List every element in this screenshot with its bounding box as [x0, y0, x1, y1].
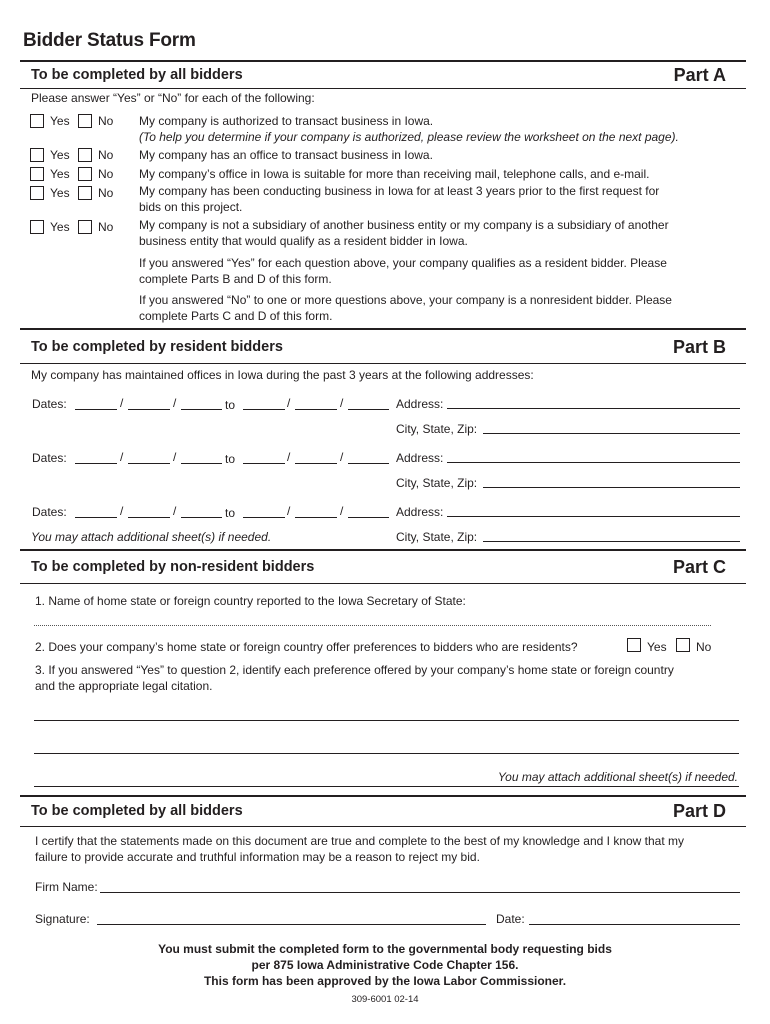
address-label-2: Address:	[396, 451, 444, 465]
firm-name-field[interactable]	[100, 892, 740, 893]
no-note-line1: If you answered “No” to one or more questions above, your company is a nonresident bidder. Please	[139, 293, 672, 307]
date-field[interactable]	[529, 924, 740, 925]
q4-yes-checkbox[interactable]	[30, 186, 44, 200]
q1-note: (To help you determine if your company is authorized, please review the worksheet on the next page).	[139, 130, 679, 144]
q5-text-line2: business entity that would qualify as a resident bidder in Iowa.	[139, 234, 468, 248]
start-year-2[interactable]	[181, 463, 222, 464]
part-c-heading: To be completed by non-resident bidders	[31, 559, 315, 575]
yes-note-line1: If you answered “Yes” for each question above, your company qualifies as a resident bidder. Please	[139, 256, 667, 270]
firm-name-label: Firm Name:	[35, 880, 98, 894]
part-a-top-rule	[20, 60, 746, 62]
preference-field-3[interactable]	[34, 786, 739, 787]
q3-yes-label: Yes	[50, 167, 70, 181]
start-day-2[interactable]	[128, 463, 170, 464]
q4-yes-label: Yes	[50, 186, 70, 200]
address-field-1[interactable]	[447, 408, 740, 409]
end-day-3[interactable]	[295, 517, 337, 518]
city-label-1: City, State, Zip:	[396, 422, 478, 436]
q3-text: My company’s office in Iowa is suitable for more than receiving mail, telephone calls, and e-mail.	[139, 167, 650, 181]
end-month-1[interactable]	[243, 409, 285, 410]
q4-text-line2: bids on this project.	[139, 200, 243, 214]
part-b-heading: To be completed by resident bidders	[31, 339, 283, 355]
q5-yes-label: Yes	[50, 220, 70, 234]
certification-line1: I certify that the statements made on this document are true and complete to the best of my knowledge and I know that my	[35, 834, 685, 848]
q5-no-label: No	[98, 220, 114, 234]
preference-field-2[interactable]	[34, 753, 739, 754]
part-c-label: Part C	[672, 557, 726, 577]
q3-yes-checkbox[interactable]	[30, 167, 44, 181]
part-c-top-rule	[20, 549, 746, 551]
preference-no-checkbox[interactable]	[676, 638, 690, 652]
q1-yes-checkbox[interactable]	[30, 114, 44, 128]
date-slash: /	[340, 450, 344, 464]
certification-line2: failure to provide accurate and truthful information may be a reason to reject my bid.	[35, 850, 480, 864]
signature-label: Signature:	[35, 912, 90, 926]
dates-label-2: Dates:	[32, 451, 67, 465]
part-a-divider	[20, 88, 746, 89]
end-month-2[interactable]	[243, 463, 285, 464]
date-slash: /	[173, 504, 177, 518]
q4-text-line1: My company has been conducting business in Iowa for at least 3 years prior to the first request for	[139, 184, 660, 198]
end-day-2[interactable]	[295, 463, 337, 464]
q4-no-checkbox[interactable]	[78, 186, 92, 200]
part-b-top-rule	[20, 328, 746, 330]
part-b-intro: My company has maintained offices in Iowa during the past 3 years at the following addresses:	[31, 368, 534, 382]
date-slash: /	[120, 450, 124, 464]
date-slash: /	[340, 504, 344, 518]
q2-no-label: No	[98, 148, 114, 162]
preference-yes-checkbox[interactable]	[627, 638, 641, 652]
part-c-q1: 1. Name of home state or foreign country reported to the Iowa Secretary of State:	[35, 594, 466, 608]
to-label-3: to	[225, 506, 236, 520]
part-c-q3-line2: and the appropriate legal citation.	[35, 679, 213, 693]
q1-yes-label: Yes	[50, 114, 70, 128]
home-state-field[interactable]	[34, 625, 711, 626]
q2-yes-checkbox[interactable]	[30, 148, 44, 162]
no-note-line2: complete Parts C and D of this form.	[139, 309, 333, 323]
part-d-heading: To be completed by all bidders	[31, 803, 243, 819]
part-c-attach-note: You may attach additional sheet(s) if needed.	[497, 770, 738, 784]
date-slash: /	[340, 396, 344, 410]
part-c-divider	[20, 583, 746, 584]
q3-no-checkbox[interactable]	[78, 167, 92, 181]
date-slash: /	[173, 396, 177, 410]
end-year-1[interactable]	[348, 409, 389, 410]
q1-no-checkbox[interactable]	[78, 114, 92, 128]
part-a-instruction: Please answer “Yes” or “No” for each of the following:	[31, 91, 315, 105]
start-month-2[interactable]	[75, 463, 117, 464]
part-d-top-rule	[20, 795, 746, 797]
part-d-label: Part D	[672, 801, 726, 821]
q4-no-label: No	[98, 186, 114, 200]
dates-label-3: Dates:	[32, 505, 67, 519]
part-b-divider	[20, 363, 746, 364]
preference-field-1[interactable]	[34, 720, 739, 721]
end-year-3[interactable]	[348, 517, 389, 518]
date-slash: /	[287, 504, 291, 518]
q2-text: My company has an office to transact business in Iowa.	[139, 148, 433, 162]
date-slash: /	[287, 450, 291, 464]
city-label-3: City, State, Zip:	[396, 530, 478, 544]
end-year-2[interactable]	[348, 463, 389, 464]
q2-yes-label: Yes	[50, 148, 70, 162]
dates-label-1: Dates:	[32, 397, 67, 411]
form-title: Bidder Status Form	[23, 30, 196, 51]
form-code: 309-6001 02-14	[351, 994, 419, 1005]
signature-field[interactable]	[97, 924, 486, 925]
part-c-q3-line1: 3. If you answered “Yes” to question 2, identify each preference offered by your company’s home state or foreign country	[35, 663, 674, 677]
preference-yes-label: Yes	[647, 640, 667, 654]
address-field-3[interactable]	[447, 516, 740, 517]
preference-no-label: No	[696, 640, 712, 654]
start-month-3[interactable]	[75, 517, 117, 518]
address-label-3: Address:	[396, 505, 444, 519]
end-day-1[interactable]	[295, 409, 337, 410]
to-label-1: to	[225, 398, 236, 412]
address-field-2[interactable]	[447, 462, 740, 463]
part-b-attach-note: You may attach additional sheet(s) if needed.	[31, 530, 272, 544]
part-a-heading: To be completed by all bidders	[31, 67, 243, 83]
part-a-label: Part A	[673, 65, 726, 85]
start-year-1[interactable]	[181, 409, 222, 410]
yes-note-line2: complete Parts B and D of this form.	[139, 272, 332, 286]
date-slash: /	[120, 396, 124, 410]
q1-no-label: No	[98, 114, 114, 128]
footer-line2: per 875 Iowa Administrative Code Chapter 156.	[251, 958, 519, 972]
q3-no-label: No	[98, 167, 114, 181]
city-field-1[interactable]	[483, 433, 740, 434]
address-label-1: Address:	[396, 397, 444, 411]
start-day-1[interactable]	[128, 409, 170, 410]
date-slash: /	[120, 504, 124, 518]
to-label-2: to	[225, 452, 236, 466]
part-b-label: Part B	[672, 337, 726, 357]
date-slash: /	[173, 450, 177, 464]
date-slash: /	[287, 396, 291, 410]
start-year-3[interactable]	[181, 517, 222, 518]
city-label-2: City, State, Zip:	[396, 476, 478, 490]
part-c-q2: 2. Does your company’s home state or foreign country offer preferences to bidders who are residents?	[35, 640, 578, 654]
part-d-divider	[20, 826, 746, 827]
footer-line3: This form has been approved by the Iowa Labor Commissioner.	[203, 974, 567, 988]
footer-line1: You must submit the completed form to the governmental body requesting bids	[158, 942, 612, 956]
q1-text: My company is authorized to transact business in Iowa.	[139, 114, 434, 128]
end-month-3[interactable]	[243, 517, 285, 518]
q2-no-checkbox[interactable]	[78, 148, 92, 162]
city-field-2[interactable]	[483, 487, 740, 488]
start-month-1[interactable]	[75, 409, 117, 410]
city-field-3[interactable]	[483, 541, 740, 542]
date-label: Date:	[496, 912, 525, 926]
q5-no-checkbox[interactable]	[78, 220, 92, 234]
q5-yes-checkbox[interactable]	[30, 220, 44, 234]
start-day-3[interactable]	[128, 517, 170, 518]
q5-text-line1: My company is not a subsidiary of another business entity or my company is a subsidiary of another	[139, 218, 669, 232]
